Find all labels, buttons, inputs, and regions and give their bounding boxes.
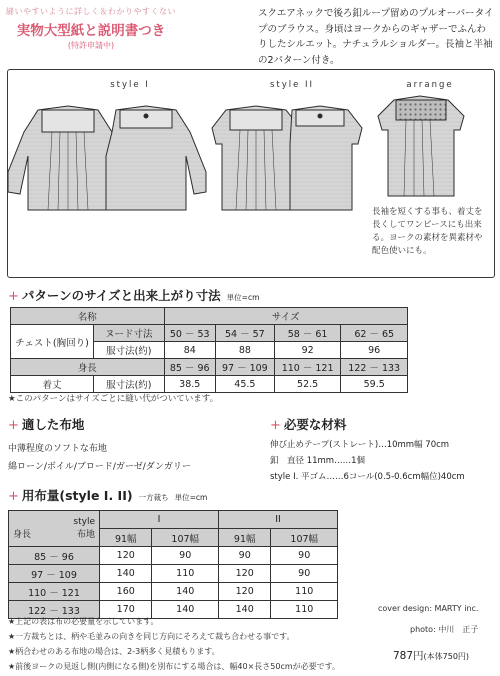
style2-label: style II <box>269 80 315 90</box>
table-cell: 140 <box>152 601 219 619</box>
table-cell: 140 <box>152 583 219 601</box>
usage-table <box>8 510 338 619</box>
table-cell: 50 － 53 <box>164 325 215 342</box>
table-cell: 88 <box>215 342 274 359</box>
table-cell: 170 <box>100 601 152 619</box>
table-cell: 140 <box>218 601 270 619</box>
size-section-title: + パターンのサイズと出来上がり寸法 単位=cm <box>8 288 260 304</box>
style1-label: style I <box>110 80 150 90</box>
table-cell: 110 <box>271 601 338 619</box>
style2-front <box>212 106 300 210</box>
style1-back <box>106 106 206 210</box>
table-row <box>9 547 338 565</box>
table-cell: 着丈 <box>11 376 94 393</box>
table-header: 107幅 <box>152 529 219 547</box>
header-block <box>6 6 176 51</box>
table-cell: 85 － 96 <box>9 547 100 565</box>
table-row <box>9 511 338 529</box>
table-cell: 97 － 109 <box>9 565 100 583</box>
table-header: サイズ <box>164 308 407 325</box>
table-row <box>9 583 338 601</box>
table-header: 91幅 <box>100 529 152 547</box>
table-row <box>11 325 408 342</box>
table-cell: 54 － 57 <box>215 325 274 342</box>
arrange-label: arrange <box>406 80 454 90</box>
table-cell: 120 <box>218 583 270 601</box>
table-header: 107幅 <box>271 529 338 547</box>
table-cell: 120 <box>100 547 152 565</box>
table-cell: 59.5 <box>341 376 408 393</box>
intro-text: スクエアネックで後ろ釦ループ留めのプルオーバータイプのブラウス。身頃はヨークからのギャザーでふんわりしたシルエット。ナチュラルショルダー。長袖と半袖の2パターン付き。 <box>258 8 494 66</box>
table-cell: ヌード寸法 <box>94 325 165 342</box>
fabric-section-title: + 適した布地 <box>8 417 85 433</box>
header-style: style <box>73 517 95 527</box>
table-cell: 62 － 65 <box>341 325 408 342</box>
usage-notes <box>8 614 488 674</box>
table-header: II <box>218 511 337 529</box>
arrange-note: 長袖を短くする事も、着丈を長くしてワンピースにも出来る。ヨークの素材を異素材や配色使いにも。 <box>372 207 483 256</box>
header-height: 身長 <box>13 530 32 540</box>
table-header: 91幅 <box>218 529 270 547</box>
header-sub: (特許申請中) <box>67 41 115 50</box>
table-cell: 服寸法(約) <box>94 376 165 393</box>
header-fabric: 布地 <box>76 530 95 540</box>
table-cell: 96 <box>341 342 408 359</box>
table-cell: 90 <box>271 565 338 583</box>
table-cell: 122 － 133 <box>9 601 100 619</box>
note-item: ★柄合わせのある布地の場合は、2-3柄多く見積もります。 <box>8 647 220 656</box>
table-cell: 身長 <box>11 359 165 376</box>
style2-back <box>290 106 362 210</box>
table-cell: 122 － 133 <box>341 359 408 376</box>
fabric-line1: 中薄程度のソフトな布地 <box>8 444 107 454</box>
note-item: ★上記の表は布の必要量を示しています。 <box>8 617 159 626</box>
table-cell: 58 － 61 <box>274 325 341 342</box>
table-cell: 84 <box>164 342 215 359</box>
price-tax: (本体750円) <box>423 652 470 661</box>
table-cell: 120 <box>218 565 270 583</box>
table-cell: 160 <box>100 583 152 601</box>
table-cell: 110 － 121 <box>274 359 341 376</box>
material-item: 伸び止めテープ(ストレート)…10mm幅 70cm <box>270 440 450 450</box>
credit-photo: photo: 中川 正子 <box>410 625 479 634</box>
table-cell: 90 <box>152 547 219 565</box>
table-cell: 110 <box>271 583 338 601</box>
table-cell: 45.5 <box>215 376 274 393</box>
table-cell: 服寸法(約) <box>94 342 165 359</box>
table-cell: 110 － 121 <box>9 583 100 601</box>
table-header-diagonal <box>9 511 100 547</box>
table-row <box>9 565 338 583</box>
table-row <box>11 376 408 393</box>
price <box>393 648 469 663</box>
table-cell: 52.5 <box>274 376 341 393</box>
size-note: ★このパターンはサイズごとに縫い代がついています。 <box>8 394 219 404</box>
table-cell: 110 <box>152 565 219 583</box>
materials-section-title: + 必要な材料 <box>270 417 347 433</box>
table-row <box>11 308 408 325</box>
fabric-line2: 綿ローン/ボイル/ブロード/ガーゼ/ダンガリー <box>8 462 191 472</box>
header-faint: 縫いやすいように詳しく＆わかりやすくない <box>6 7 176 16</box>
table-header: 名称 <box>11 308 165 325</box>
table-cell: 97 － 109 <box>215 359 274 376</box>
size-table <box>10 307 408 393</box>
table-cell: 140 <box>100 565 152 583</box>
credit-design: cover design: MARTY inc. <box>378 604 479 613</box>
material-item: 釦 直径 11mm……1個 <box>270 456 365 466</box>
header-main: 実物大型紙と説明書つき <box>16 23 166 39</box>
arrange-dress <box>378 96 464 196</box>
note-item: ★一方裁ちとは、柄や毛並みの向きを同じ方向にそろえて裁ち合わせる事です。 <box>8 632 295 641</box>
material-item: style I. 平ゴム……6コール(0.5-0.6cm幅位)40cm <box>270 472 465 482</box>
usage-section-title: + 用布量(style I. II) 一方裁ち 単位=cm <box>8 488 208 504</box>
table-cell: 38.5 <box>164 376 215 393</box>
table-cell: チェスト(胸回り) <box>11 325 94 359</box>
price-main: 787円 <box>393 650 424 662</box>
table-cell: 90 <box>271 547 338 565</box>
table-cell: 90 <box>218 547 270 565</box>
table-row <box>11 359 408 376</box>
table-header: I <box>100 511 219 529</box>
table-cell: 92 <box>274 342 341 359</box>
note-item: ★前後ヨークの見返し側(内側になる側)を別布にする場合は、幅40×長さ50cmが必要です。 <box>8 662 341 671</box>
table-cell: 85 － 96 <box>164 359 215 376</box>
materials-list <box>270 437 495 485</box>
